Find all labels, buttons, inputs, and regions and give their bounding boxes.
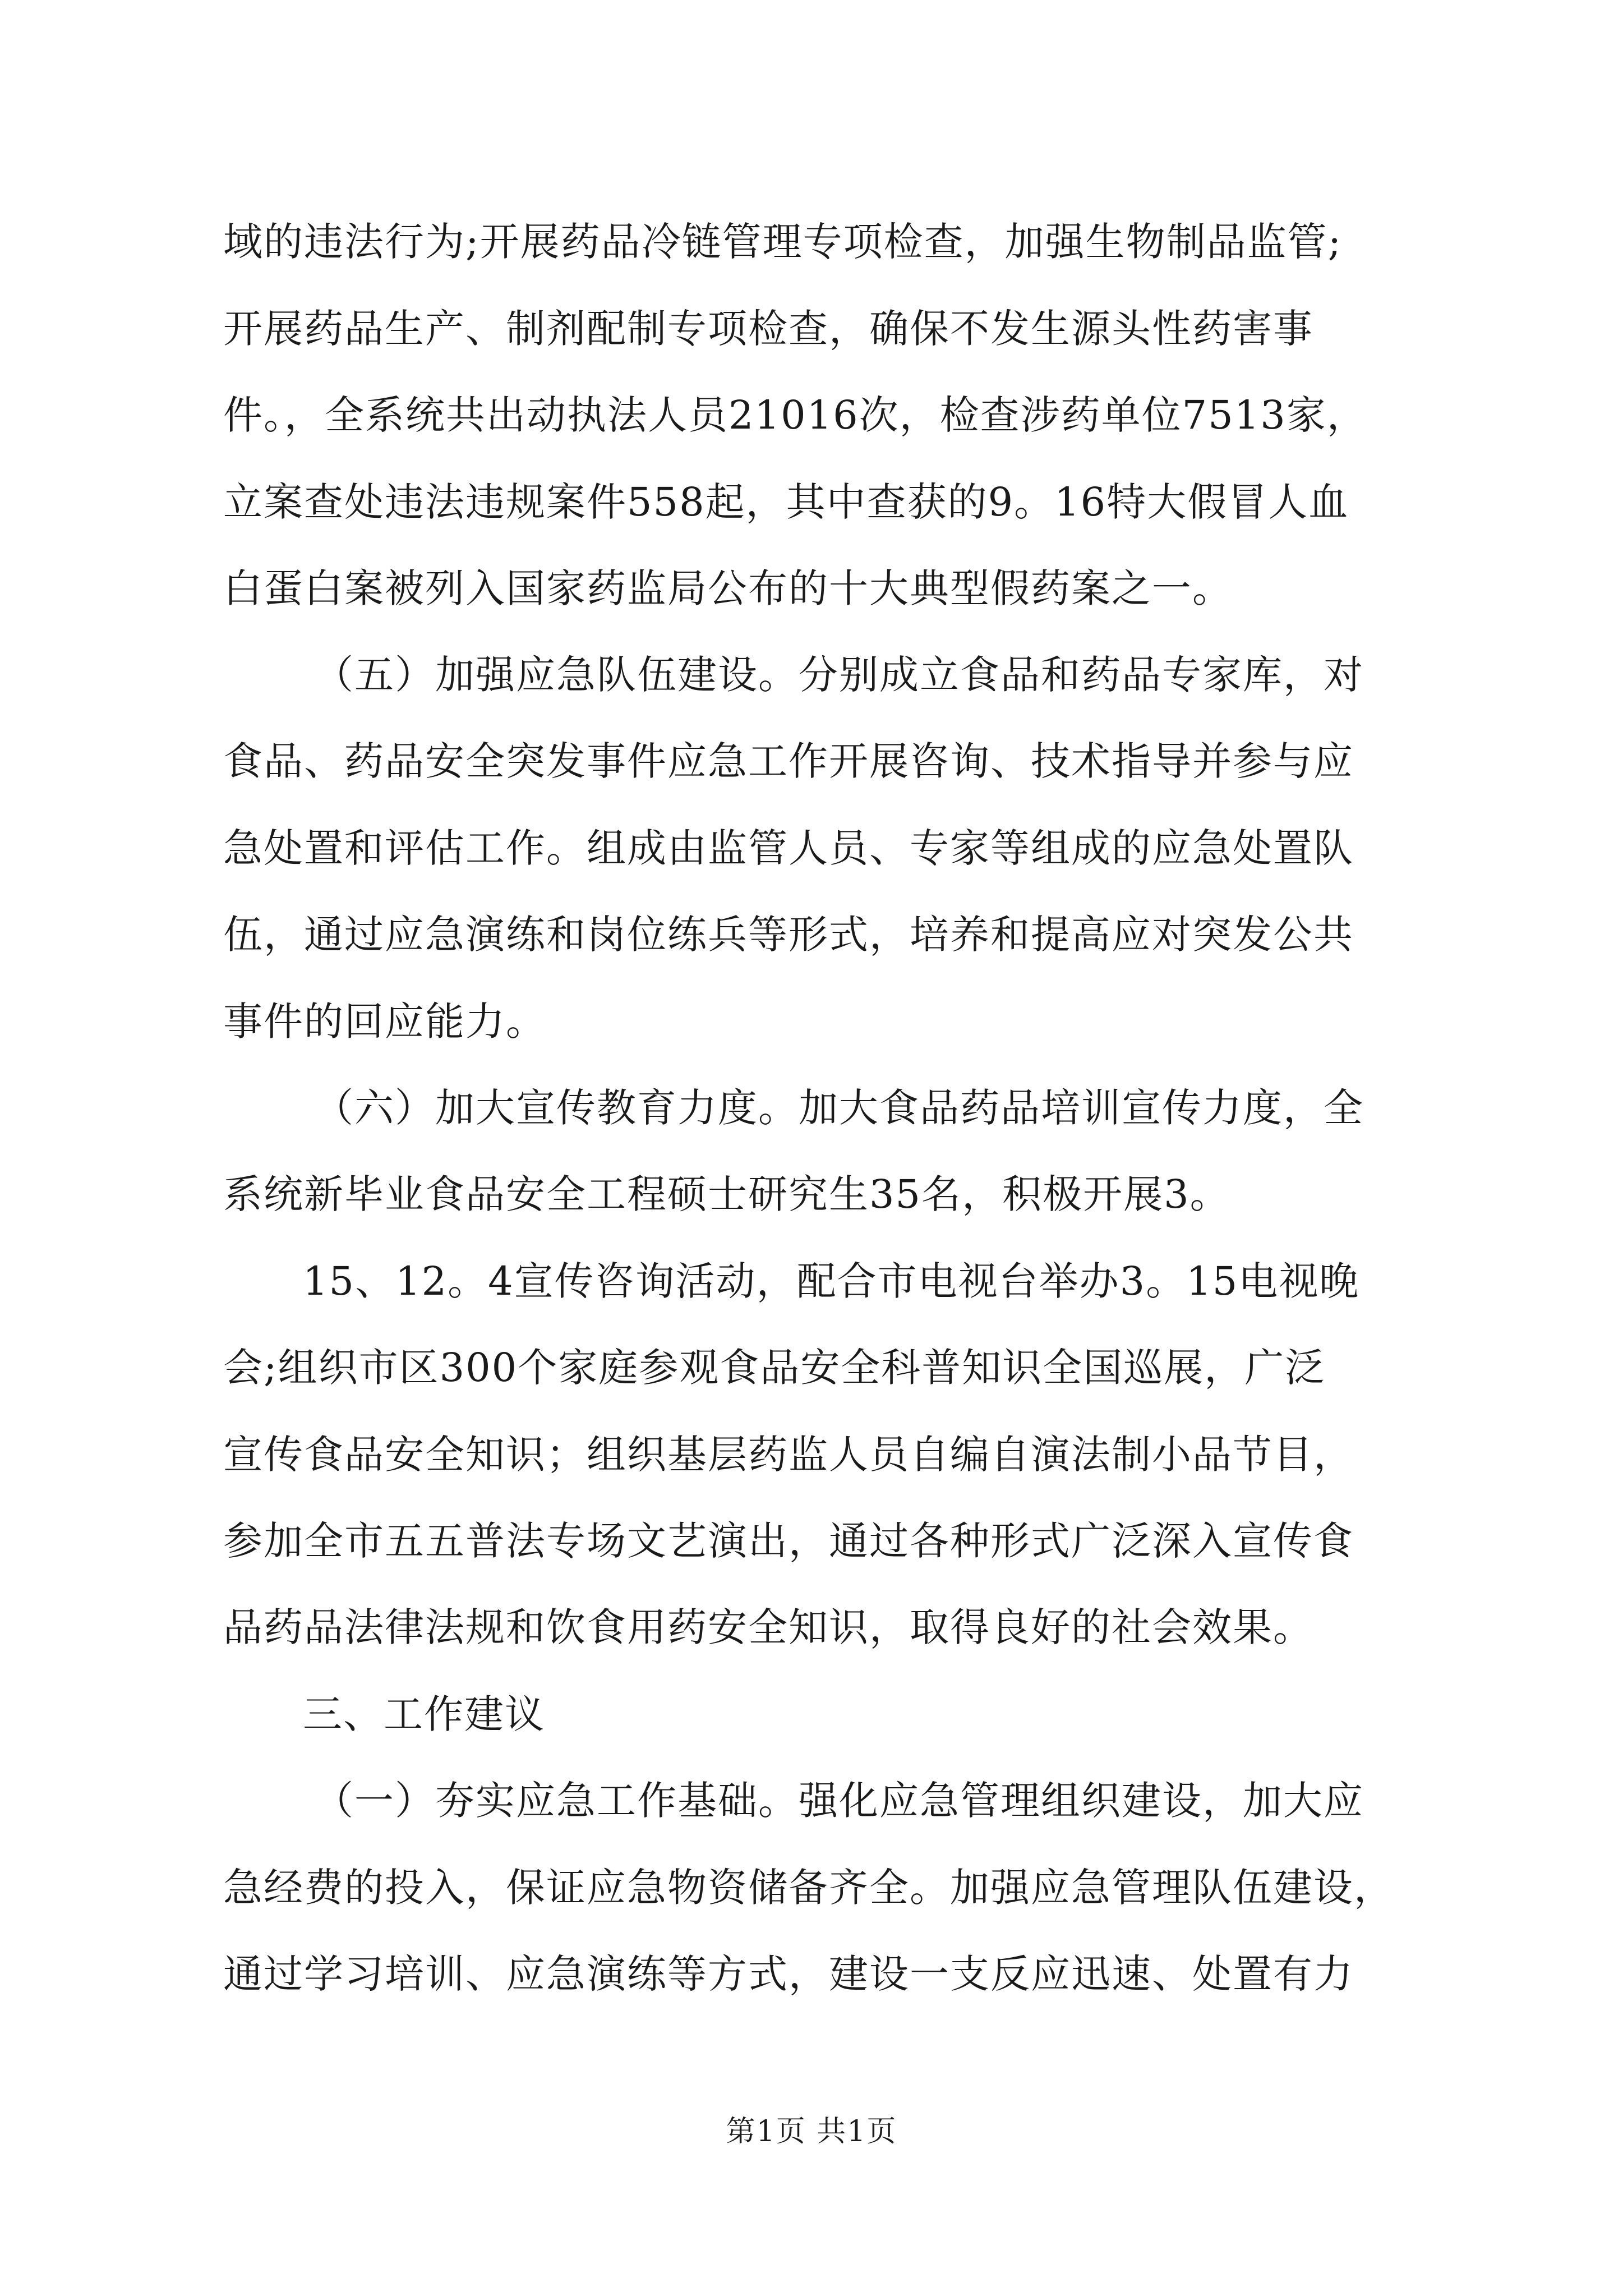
body-line: 白蛋白案被列入国家药监局公布的十大典型假药案之一。 [223, 565, 1233, 611]
body-line: 通过学习培训、应急演练等方式，建设一支反应迅速、处置有力 [223, 1951, 1354, 1997]
body-line: （一）夯实应急工作基础。强化应急管理组织建设，加大应 [314, 1778, 1364, 1824]
body-line: （六）加大宣传教育力度。加大食品药品培训宣传力度，全 [314, 1085, 1364, 1131]
body-line: 立案查处违法违规案件558起，其中查获的9。16特大假冒人血 [223, 479, 1349, 525]
body-line: 食品、药品安全突发事件应急工作开展咨询、技术指导并参与应 [223, 738, 1354, 784]
body-line: 15、12。4宣传咨询活动，配合市电视台举办3。15电视晚 [303, 1258, 1360, 1304]
body-line: 开展药品生产、制剂配制专项检查，确保不发生源头性药害事 [223, 306, 1313, 352]
body-line: 会;组织市区300个家庭参观食品安全科普知识全国巡展，广泛 [223, 1345, 1326, 1391]
body-line: 域的违法行为;开展药品冷链管理专项检查，加强生物制品监管; [223, 219, 1343, 265]
body-line: 急处置和评估工作。组成由监管人员、专家等组成的应急处置队 [223, 825, 1354, 871]
body-line: 参加全市五五普法专场文艺演出，通过各种形式广泛深入宣传食 [223, 1518, 1354, 1564]
section-heading: 三、工作建议 [303, 1691, 545, 1737]
body-line: 系统新毕业食品安全工程硕士研究生35名，积极开展3。 [223, 1171, 1230, 1217]
body-line: 伍，通过应急演练和岗位练兵等形式，培养和提高应对突发公共 [223, 912, 1354, 958]
body-line: 宣传食品安全知识；组织基层药监人员自编自演法制小品节目， [223, 1432, 1354, 1478]
body-line: （五）加强应急队伍建设。分别成立食品和药品专家库，对 [314, 652, 1364, 698]
page-footer: 第1页 共1页 [726, 2115, 897, 2148]
body-line: 事件的回应能力。 [223, 999, 546, 1045]
body-line: 件。，全系统共出动执法人员21016次，检查涉药单位7513家， [223, 392, 1367, 438]
body-line: 品药品法律法规和饮食用药安全知识，取得良好的社会效果。 [223, 1604, 1313, 1650]
body-line: 急经费的投入，保证应急物资储备齐全。加强应急管理队伍建设， [223, 1865, 1394, 1911]
